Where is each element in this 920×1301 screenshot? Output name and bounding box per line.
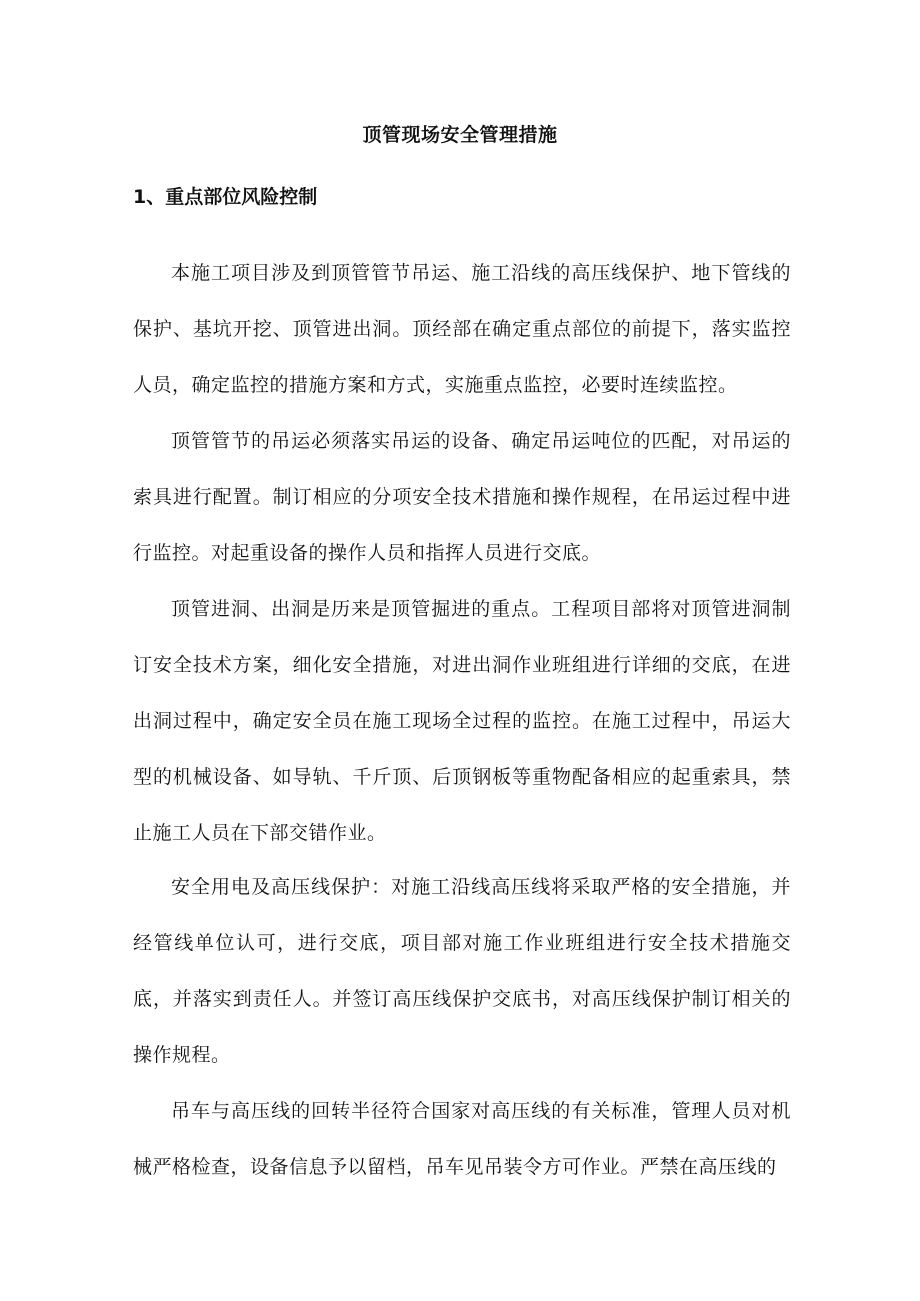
paragraph-4: 安全用电及高压线保护：对施工沿线高压线将采取严格的安全措施，并经管线单位认可，进行交底，项目部对施工作业班组进行安全技术措施交底，并落实到责任人。并签订高压线保护交底书，对高压线保护制订相关的操作规程。 <box>133 876 791 1066</box>
paragraph-1: 本施工项目涉及到顶管管节吊运、施工沿线的高压线保护、地下管线的保护、基坑开挖、顶管进出洞。顶经部在确定重点部位的前提下，落实监控人员，确定监控的措施方案和方式，实施重点监控，必要时连续监控。 <box>133 262 791 396</box>
document-title: 顶管现场安全管理措施 <box>362 124 558 146</box>
section-heading: 1、重点部位风险控制 <box>133 186 318 208</box>
paragraph-3: 顶管进洞、出洞是历来是顶管掘进的重点。工程项目部将对顶管进洞制订安全技术方案，细化安全措施，对进出洞作业班组进行详细的交底，在进出洞过程中，确定安全员在施工现场全过程的监控。在施工过程中，吊运大型的机械设备、如导轨、千斤顶、后顶钢板等重物配备相应的起重索具，禁止施工人员在下部交错作业。 <box>133 598 791 844</box>
paragraph-2: 顶管管节的吊运必须落实吊运的设备、确定吊运吨位的匹配，对吊运的索具进行配置。制订相应的分项安全技术措施和操作规程，在吊运过程中进行监控。对起重设备的操作人员和指挥人员进行交底。 <box>133 430 791 564</box>
paragraph-5: 吊车与高压线的回转半径符合国家对高压线的有关标准，管理人员对机械严格检查，设备信息予以留档，吊车见吊装令方可作业。严禁在高压线的 <box>133 1100 791 1178</box>
